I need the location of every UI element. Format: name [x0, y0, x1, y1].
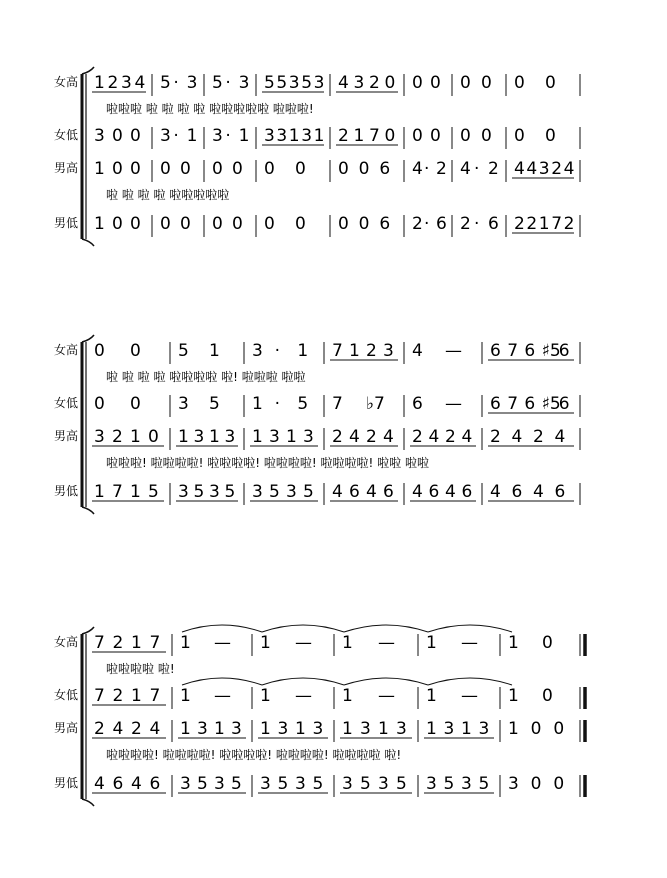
note: · — [225, 126, 231, 146]
note: 1 — [131, 686, 142, 706]
note: 1 — [209, 427, 220, 447]
note: 7 — [112, 482, 123, 502]
tie — [182, 625, 262, 632]
note: 4 — [445, 482, 456, 502]
note: 3 — [269, 427, 280, 447]
note: 5 — [193, 482, 205, 502]
note: 1 — [214, 719, 225, 739]
bracket-hook-top — [82, 335, 94, 342]
note: 3 — [212, 126, 223, 146]
part-label: 男低 — [54, 216, 79, 230]
note: 0 — [130, 159, 141, 179]
note: 7 — [551, 214, 563, 234]
note: 0 — [212, 159, 223, 179]
note: 0 — [358, 214, 370, 234]
note: 2 — [412, 427, 423, 447]
note: 3 — [94, 427, 105, 447]
note: 2 — [332, 427, 343, 447]
note: 7 — [369, 126, 380, 146]
note: 6 — [461, 482, 473, 502]
note: 0 — [160, 159, 171, 179]
part-label: 男低 — [54, 776, 79, 790]
note: 2 — [412, 214, 423, 234]
note: 0 — [130, 126, 141, 146]
part-label: 男高 — [54, 721, 79, 735]
note: 3 — [342, 774, 353, 794]
note: 3 — [197, 719, 208, 739]
note: 1 — [260, 633, 271, 653]
tie — [262, 625, 344, 632]
note: 3 — [313, 73, 325, 93]
note: — — [445, 341, 462, 361]
note: 0 — [542, 633, 553, 653]
note: 0 — [412, 73, 423, 93]
note: 1 — [180, 686, 191, 706]
note: — — [445, 394, 462, 414]
note: 4 — [526, 159, 538, 179]
note: 2 — [366, 427, 377, 447]
note: 5 — [197, 774, 208, 794]
note: 1 — [94, 159, 105, 179]
note: — — [461, 633, 478, 653]
note: 0 — [514, 126, 525, 146]
note: 0 — [338, 159, 349, 179]
note: 4 — [511, 427, 523, 447]
note: 0 — [130, 394, 141, 414]
note: 3 — [353, 73, 365, 93]
note: 1 — [353, 126, 365, 146]
note: 2 — [490, 427, 501, 447]
note: 0 — [232, 159, 243, 179]
note: 7 — [507, 394, 519, 414]
note: 1 — [131, 633, 142, 653]
note: 3 — [295, 774, 306, 794]
note: 2 — [107, 73, 119, 93]
note: 1 — [461, 719, 472, 739]
part-label: 女低 — [54, 396, 79, 410]
note: 3 — [383, 341, 394, 361]
note: 0 — [180, 214, 191, 234]
note: 6 — [524, 341, 536, 361]
note: 0 — [112, 214, 123, 234]
note: 0 — [148, 427, 159, 447]
note: 3 — [396, 719, 407, 739]
note: 3 — [312, 719, 324, 739]
note: 1 — [295, 719, 306, 739]
note: 1 — [342, 686, 353, 706]
note: 0 — [130, 341, 141, 361]
note: 4 — [134, 73, 146, 93]
note: 4 — [412, 482, 423, 502]
part-label: 女低 — [54, 688, 79, 702]
note: · — [173, 126, 179, 146]
note: · — [474, 159, 480, 179]
note: 6 — [349, 482, 360, 502]
note: 0 — [112, 159, 123, 179]
note: 1 — [286, 427, 297, 447]
note: 1 — [508, 633, 519, 653]
note: 6 — [379, 214, 391, 234]
note: · — [274, 394, 281, 414]
part-label: 男低 — [54, 484, 79, 498]
note: 6 — [511, 482, 523, 502]
note: 2 — [445, 427, 456, 447]
note: 0 — [481, 73, 492, 93]
note: 4 — [412, 341, 423, 361]
note: 1 — [130, 482, 141, 502]
note: 6 — [383, 482, 394, 502]
note: 7 — [332, 341, 343, 361]
note: 1 — [342, 719, 353, 739]
note: 1 — [426, 686, 437, 706]
note: 0 — [545, 126, 556, 146]
note: 0 — [545, 73, 556, 93]
note: — — [214, 686, 231, 706]
part-label: 女高 — [54, 75, 79, 89]
bracket-hook-top — [82, 627, 94, 634]
note: 2 — [460, 214, 471, 234]
note: 2 — [526, 214, 538, 234]
note: 6 — [490, 394, 501, 414]
note: 5 — [276, 73, 288, 93]
note: 2 — [563, 214, 575, 234]
note: 3 — [286, 482, 297, 502]
note: · — [424, 159, 430, 179]
note: 3 — [538, 159, 550, 179]
note: 0 — [112, 126, 123, 146]
note: 3 — [288, 73, 300, 93]
note: 2 — [94, 719, 105, 739]
note: 0 — [553, 774, 565, 794]
note: · — [424, 214, 430, 234]
lyrics: 啦啦啦 啦 啦 啦 啦 啦啦啦啦啦 啦啦啦! — [106, 102, 314, 116]
note: ♯5 — [541, 394, 561, 414]
note: 1 — [313, 126, 325, 146]
note: 5 — [212, 73, 223, 93]
note: 2 — [112, 686, 124, 706]
note: 0 — [430, 73, 441, 93]
note: 0 — [530, 719, 542, 739]
bracket-hook-bottom — [82, 239, 94, 246]
note: 0 — [460, 73, 471, 93]
note: 6 — [558, 394, 570, 414]
note: 0 — [94, 341, 105, 361]
note: — — [461, 686, 478, 706]
part-label: 男高 — [54, 161, 79, 175]
note: 3 — [238, 73, 250, 93]
note: 3 — [360, 719, 371, 739]
note: 5 — [303, 482, 314, 502]
note: 1 — [180, 633, 191, 653]
note: 4 — [460, 159, 471, 179]
note: 0 — [481, 126, 492, 146]
note: 1 — [238, 126, 250, 146]
note: 0 — [460, 126, 471, 146]
note: 5 — [360, 774, 371, 794]
note: 2 — [436, 159, 447, 179]
note: 1 — [260, 719, 271, 739]
part-label: 女高 — [54, 343, 79, 357]
note: 6 — [412, 394, 423, 414]
note: 3 — [209, 482, 220, 502]
tie — [428, 625, 512, 632]
note: 7 — [149, 633, 161, 653]
part-label: 女低 — [54, 128, 79, 142]
note: 2 — [112, 427, 123, 447]
note: 0 — [358, 159, 370, 179]
note: 4 — [514, 159, 525, 179]
note: 6 — [379, 159, 391, 179]
note: 2 — [366, 341, 377, 361]
note: 5 — [224, 482, 236, 502]
note: · — [173, 73, 179, 93]
lyrics: 啦啦啦! 啦啦啦啦! 啦啦啦啦! 啦啦啦啦! 啦啦啦啦! 啦啦 啦啦 — [106, 456, 429, 470]
note: 3 — [478, 719, 490, 739]
note: 2 — [488, 159, 499, 179]
note: 2 — [131, 719, 142, 739]
note: 1 — [209, 341, 220, 361]
note: 3 — [264, 126, 275, 146]
tie — [344, 678, 428, 685]
note: 3 — [214, 774, 225, 794]
note: 3 — [231, 719, 242, 739]
note: 6 — [558, 341, 570, 361]
note: 5 — [148, 482, 159, 502]
note: 1 — [538, 214, 550, 234]
note: 1 — [426, 633, 437, 653]
note: 3 — [301, 126, 313, 146]
note: 5 — [277, 774, 289, 794]
lyrics: 啦啦啦啦! 啦啦啦啦! 啦啦啦啦! 啦啦啦啦! 啦啦啦啦 啦! — [106, 748, 402, 762]
note: 0 — [514, 73, 525, 93]
note: 0 — [232, 214, 243, 234]
note: 3 — [186, 73, 198, 93]
lyrics: 啦 啦 啦 啦 啦啦啦啦啦 — [106, 188, 230, 202]
note: · — [474, 214, 480, 234]
note: 4 — [149, 719, 161, 739]
bracket-hook-bottom — [82, 799, 94, 806]
tie — [262, 678, 344, 685]
note: 4 — [383, 427, 394, 447]
note: 5 — [312, 774, 324, 794]
note: 1 — [260, 686, 271, 706]
note: 1 — [94, 73, 105, 93]
note: 1 — [94, 482, 105, 502]
note: ♭7 — [366, 394, 385, 414]
note: 1 — [288, 126, 300, 146]
note: · — [225, 73, 231, 93]
note: 0 — [180, 159, 191, 179]
note: 3 — [303, 427, 314, 447]
note: 3 — [252, 482, 263, 502]
note: 7 — [149, 686, 161, 706]
note: 2 — [112, 633, 124, 653]
note: 5 — [231, 774, 242, 794]
note: 4 — [131, 774, 142, 794]
note: 2 — [338, 126, 349, 146]
lyrics: 啦啦啦啦 啦! — [106, 662, 175, 676]
note: 0 — [384, 126, 396, 146]
bracket-hook-top — [82, 67, 94, 74]
note: 0 — [212, 214, 223, 234]
note: 5 — [396, 774, 407, 794]
note: 5 — [269, 482, 280, 502]
bracket-hook-bottom — [82, 507, 94, 514]
note: 1 — [342, 633, 353, 653]
note: 4 — [428, 427, 440, 447]
note: 1 — [508, 686, 519, 706]
note: 3 — [461, 774, 472, 794]
note: 4 — [112, 719, 124, 739]
note: 1 — [178, 427, 189, 447]
note: 4 — [332, 482, 343, 502]
note: 0 — [295, 159, 306, 179]
note: 0 — [542, 686, 553, 706]
note: 2 — [533, 427, 544, 447]
note: 5 — [160, 73, 171, 93]
note: 4 — [338, 73, 349, 93]
note: 4 — [461, 427, 473, 447]
note: · — [274, 341, 281, 361]
note: 4 — [490, 482, 501, 502]
note: 0 — [130, 214, 141, 234]
note: 4 — [554, 427, 566, 447]
note: 3 — [426, 774, 437, 794]
note: 6 — [554, 482, 566, 502]
note: 1 — [426, 719, 437, 739]
note: 3 — [378, 774, 389, 794]
note: 3 — [160, 126, 171, 146]
note: — — [214, 633, 231, 653]
note: 0 — [160, 214, 171, 234]
note: 1 — [349, 341, 360, 361]
note: 0 — [264, 214, 275, 234]
note: 7 — [507, 341, 519, 361]
note: 5 — [301, 73, 313, 93]
note: 5 — [209, 394, 220, 414]
note: 4 — [349, 427, 360, 447]
note: 1 — [94, 214, 105, 234]
note: 3 — [276, 126, 288, 146]
note: 5 — [443, 774, 455, 794]
note: 3 — [252, 341, 263, 361]
tie — [344, 625, 428, 632]
note: 3 — [277, 719, 289, 739]
note: 1 — [180, 719, 191, 739]
note: — — [378, 633, 395, 653]
note: 4 — [563, 159, 575, 179]
note: 5 — [178, 341, 189, 361]
note: 6 — [436, 214, 447, 234]
note: 6 — [488, 214, 499, 234]
note: 0 — [94, 394, 105, 414]
note: 3 — [178, 482, 189, 502]
note: — — [378, 686, 395, 706]
note: 5 — [264, 73, 275, 93]
note: 1 — [252, 394, 263, 414]
note: 1 — [130, 427, 141, 447]
note: 3 — [443, 719, 455, 739]
note: 1 — [186, 126, 198, 146]
note: 2 — [369, 73, 380, 93]
note: 5 — [478, 774, 490, 794]
part-label: 男高 — [54, 429, 79, 443]
lyrics: 啦 啦 啦 啦 啦啦啦啦 啦! 啦啦啦 啦啦 — [106, 370, 306, 384]
note: 0 — [264, 159, 275, 179]
note: 0 — [384, 73, 396, 93]
note: 6 — [490, 341, 501, 361]
note: 4 — [94, 774, 105, 794]
note: 6 — [149, 774, 161, 794]
note: 6 — [524, 394, 536, 414]
note: 3 — [508, 774, 519, 794]
note: 1 — [252, 427, 263, 447]
note: 3 — [121, 73, 132, 93]
note: 7 — [94, 686, 105, 706]
tie — [182, 678, 262, 685]
note: 0 — [530, 774, 542, 794]
note: 3 — [193, 427, 205, 447]
note: 0 — [338, 214, 349, 234]
note: 6 — [112, 774, 124, 794]
note: 3 — [178, 394, 189, 414]
note: 1 — [378, 719, 389, 739]
note: ♯5 — [541, 341, 561, 361]
note: 5 — [297, 394, 309, 414]
note: 4 — [412, 159, 423, 179]
note: 0 — [430, 126, 441, 146]
note: 4 — [366, 482, 377, 502]
note: 3 — [224, 427, 236, 447]
note: 3 — [180, 774, 191, 794]
note: 1 — [297, 341, 309, 361]
note: 1 — [508, 719, 519, 739]
note: 0 — [553, 719, 565, 739]
note: — — [295, 633, 312, 653]
tie — [428, 678, 512, 685]
note: 2 — [514, 214, 525, 234]
note: 0 — [412, 126, 423, 146]
note: 7 — [332, 394, 343, 414]
note: 3 — [260, 774, 271, 794]
note: 4 — [533, 482, 544, 502]
note: — — [295, 686, 312, 706]
part-label: 女高 — [54, 635, 79, 649]
note: 2 — [551, 159, 563, 179]
note: 0 — [295, 214, 306, 234]
note: 7 — [94, 633, 105, 653]
note: 6 — [428, 482, 440, 502]
note: 3 — [94, 126, 105, 146]
